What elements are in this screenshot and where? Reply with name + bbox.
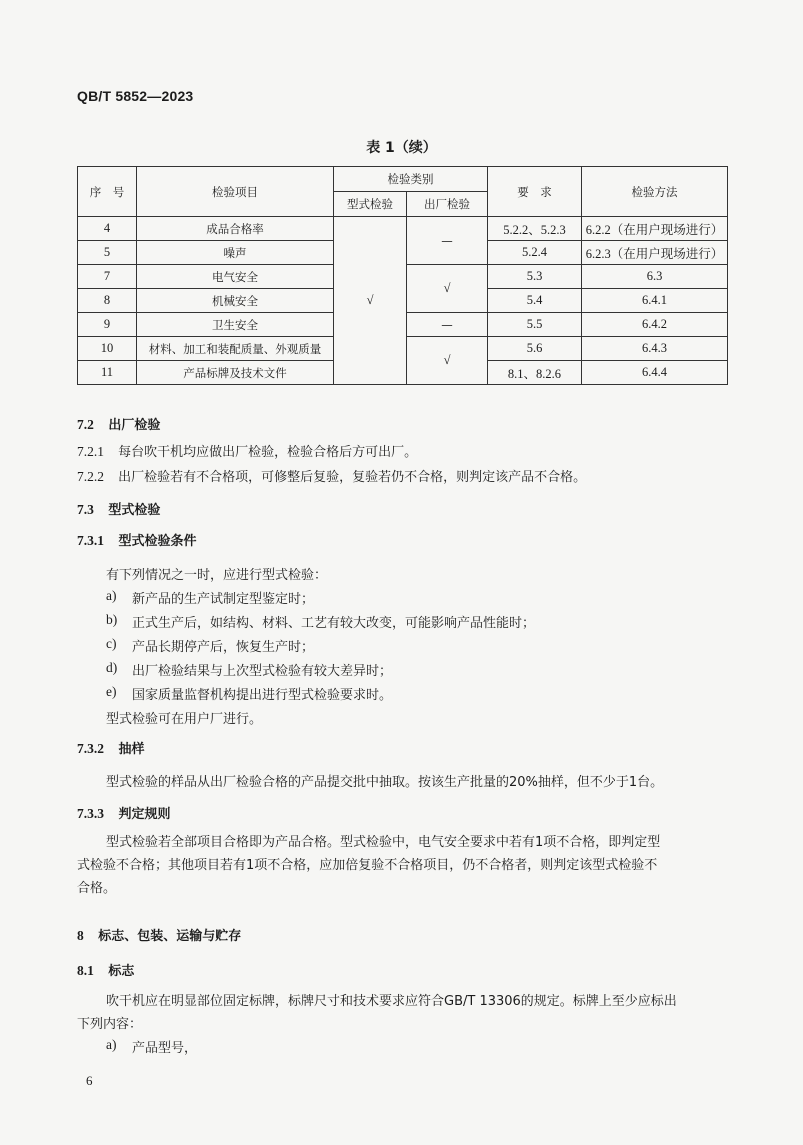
row-item: 材料、加工和装配质量、外观质量	[137, 337, 334, 361]
page-number: 6	[86, 1073, 93, 1088]
list-item	[106, 1037, 198, 1056]
row-seq: 5	[78, 241, 137, 265]
paragraph-line: 合格。	[77, 881, 117, 896]
clause-7-2-2	[77, 466, 586, 485]
standard-number: QB/T 5852—2023	[77, 88, 194, 104]
header-factory-test: 出厂检验	[407, 192, 488, 217]
list-item	[106, 636, 315, 655]
row-item: 机械安全	[137, 289, 334, 313]
list-item	[106, 660, 393, 679]
row-requirement: 5.3	[488, 265, 582, 289]
clause-text: 每台吹干机均应做出厂检验，检验合格后方可出厂。	[118, 445, 418, 460]
row-requirement: 5.2.4	[488, 241, 582, 265]
paragraph-line: 吹干机应在明显部位固定标牌，标牌尺寸和技术要求应符合GB/T 13306的规定。标牌上至少应标出	[106, 994, 677, 1009]
section-title: 标志	[108, 964, 135, 979]
section-8-heading	[77, 925, 241, 944]
clause-7-3-1-closing: 型式检验可在用户厂进行。	[106, 712, 263, 727]
row-item: 成品合格率	[137, 217, 334, 241]
row-method: 6.2.2（在用户现场进行）	[582, 217, 728, 241]
list-item	[106, 612, 536, 631]
section-title: 出厂检验	[108, 418, 161, 433]
list-item-text: 产品长期停产后，恢复生产时；	[132, 640, 315, 655]
list-item-text: 产品型号，	[132, 1041, 198, 1056]
clause-number: 7.2.1	[77, 444, 104, 459]
inspection-table	[77, 166, 728, 385]
row-item: 电气安全	[137, 265, 334, 289]
row-requirement: 5.5	[488, 313, 582, 337]
clause-7-3-2-text: 型式检验的样品从出厂检验合格的产品提交批中抽取。按该生产批量的20%抽样，但不少于1台。	[106, 775, 664, 790]
row-method: 6.4.2	[582, 313, 728, 337]
row-method: 6.2.3（在用户现场进行）	[582, 241, 728, 265]
row-seq: 10	[78, 337, 137, 361]
row-seq: 4	[78, 217, 137, 241]
header-category: 检验类别	[334, 167, 488, 192]
clause-7-3-2-heading	[77, 738, 145, 757]
clause-7-2-1	[77, 441, 417, 460]
row-seq: 9	[78, 313, 137, 337]
list-item-label: c)	[106, 636, 117, 651]
header-item: 检验项目	[137, 167, 334, 217]
list-item-text: 正式生产后，如结构、材料、工艺有较大改变，可能影响产品性能时；	[132, 616, 536, 631]
type-test-mark: √	[334, 217, 407, 385]
list-item-label: a)	[106, 588, 117, 603]
row-requirement: 5.2.2、5.2.3	[488, 217, 582, 241]
section-number: 7.3	[77, 502, 94, 517]
row-requirement: 5.4	[488, 289, 582, 313]
table-row	[78, 217, 728, 241]
factory-test-mark: √	[407, 337, 488, 385]
list-item-text: 新产品的生产试制定型鉴定时；	[132, 592, 315, 607]
row-item: 产品标牌及技术文件	[137, 361, 334, 385]
clause-7-3-1-intro: 有下列情况之一时，应进行型式检验：	[106, 568, 328, 583]
paragraph-line: 下列内容：	[77, 1017, 143, 1032]
row-method: 6.4.3	[582, 337, 728, 361]
list-item-label: d)	[106, 660, 118, 675]
row-seq: 11	[78, 361, 137, 385]
row-seq: 7	[78, 265, 137, 289]
clause-number: 7.3.3	[77, 806, 104, 821]
list-item	[106, 684, 393, 703]
row-item: 卫生安全	[137, 313, 334, 337]
paragraph-line: 式检验不合格；其他项目若有1项不合格，应加倍复验不合格项目，仍不合格者，则判定该型式检验不	[77, 858, 658, 873]
header-requirement: 要 求	[488, 167, 582, 217]
row-item: 噪声	[137, 241, 334, 265]
table-header-row	[78, 167, 728, 192]
section-number: 8	[77, 928, 84, 943]
header-seq: 序 号	[78, 167, 137, 217]
factory-test-mark: —	[407, 313, 488, 337]
factory-test-mark: √	[407, 265, 488, 313]
list-item-label: a)	[106, 1037, 117, 1052]
header-method: 检验方法	[582, 167, 728, 217]
row-requirement: 5.6	[488, 337, 582, 361]
row-method: 6.3	[582, 265, 728, 289]
row-requirement: 8.1、8.2.6	[488, 361, 582, 385]
section-number: 7.2	[77, 417, 94, 432]
list-item	[106, 588, 315, 607]
clause-number: 7.2.2	[77, 469, 104, 484]
section-8-1-heading	[77, 960, 134, 979]
row-method: 6.4.1	[582, 289, 728, 313]
clause-7-3-1-heading	[77, 530, 197, 549]
list-item-text: 国家质量监督机构提出进行型式检验要求时。	[132, 688, 393, 703]
section-7-2-heading	[77, 414, 160, 433]
section-title: 标志、包装、运输与贮存	[98, 929, 242, 944]
clause-title: 型式检验条件	[118, 534, 197, 549]
row-method: 6.4.4	[582, 361, 728, 385]
list-item-label: b)	[106, 612, 118, 627]
clause-number: 7.3.2	[77, 741, 104, 756]
factory-test-mark: —	[407, 217, 488, 265]
list-item-text: 出厂检验结果与上次型式检验有较大差异时；	[132, 664, 393, 679]
clause-title: 判定规则	[118, 807, 171, 822]
clause-text: 出厂检验若有不合格项，可修整后复验，复验若仍不合格，则判定该产品不合格。	[118, 470, 587, 485]
header-type-test: 型式检验	[334, 192, 407, 217]
clause-7-3-3-heading	[77, 803, 171, 822]
section-number: 8.1	[77, 963, 94, 978]
row-seq: 8	[78, 289, 137, 313]
clause-title: 抽样	[118, 742, 145, 757]
section-title: 型式检验	[108, 503, 161, 518]
paragraph-line: 型式检验若全部项目合格即为产品合格。型式检验中，电气安全要求中若有1项不合格，即判定型	[106, 835, 661, 850]
table-title: 表 1（续）	[366, 140, 437, 156]
list-item-label: e)	[106, 684, 117, 699]
section-7-3-heading	[77, 499, 160, 518]
clause-number: 7.3.1	[77, 533, 104, 548]
